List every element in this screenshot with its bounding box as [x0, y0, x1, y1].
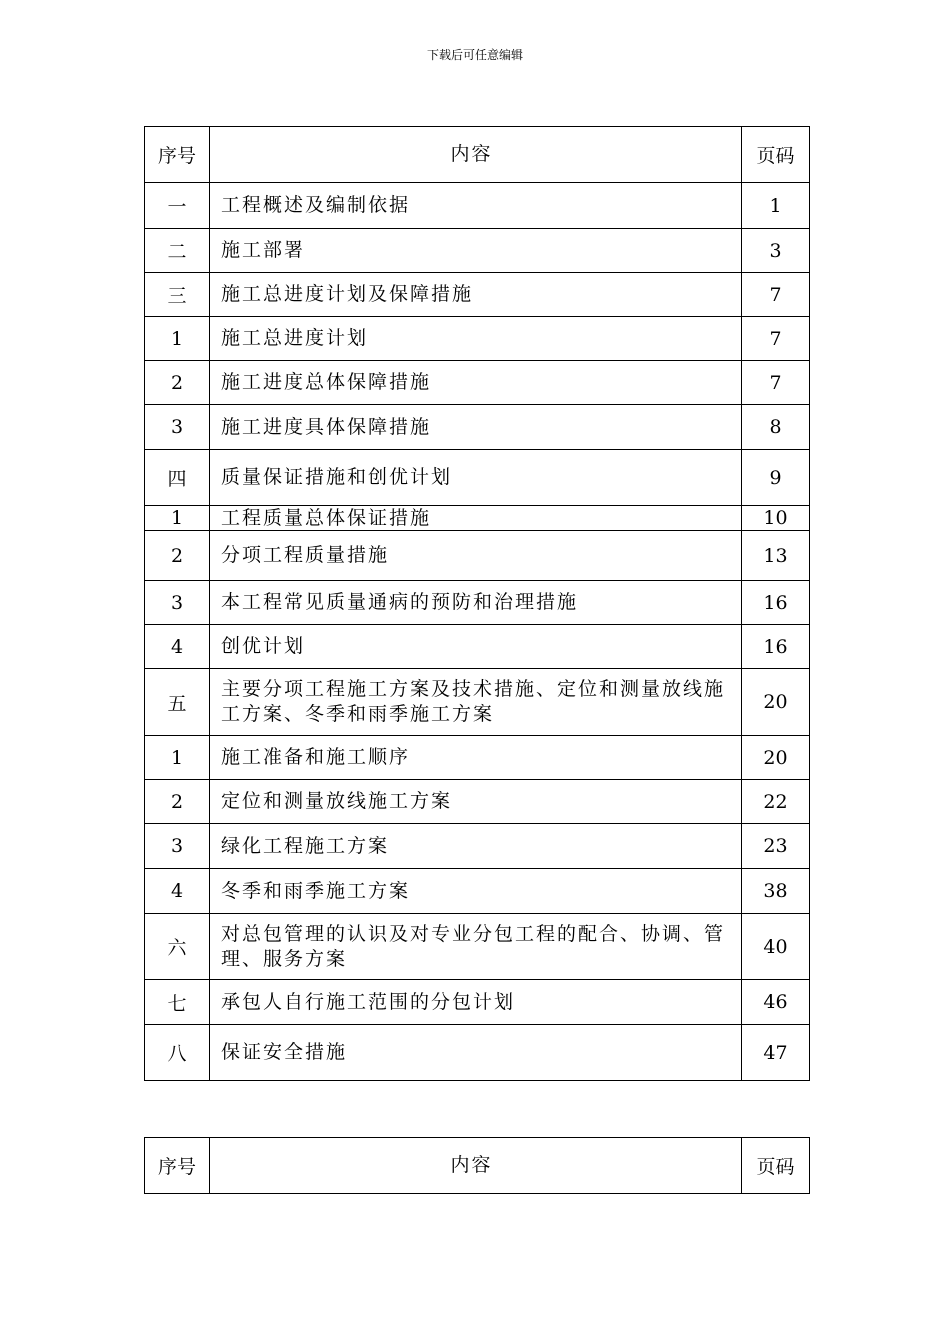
toc-row-number: 六: [145, 914, 210, 980]
toc-row-number: 七: [145, 980, 210, 1025]
toc-row-page: 1: [742, 183, 810, 229]
toc-row-page: 22: [742, 780, 810, 824]
header-content: 内容: [210, 127, 742, 183]
toc-row-number: 一: [145, 183, 210, 229]
toc-row-number: 4: [145, 625, 210, 669]
toc-row-title: 质量保证措施和创优计划: [210, 450, 742, 506]
toc-row-number: 1: [145, 317, 210, 361]
toc-row-number: 2: [145, 361, 210, 405]
toc-table: [144, 126, 810, 1081]
toc-row-number: 四: [145, 450, 210, 506]
toc-row-page: 3: [742, 229, 810, 273]
toc-row-number: 二: [145, 229, 210, 273]
toc-row-page: 20: [742, 736, 810, 780]
toc-row-page: 7: [742, 317, 810, 361]
toc-row: [145, 361, 810, 405]
toc-row: [145, 531, 810, 581]
toc-row: [145, 317, 810, 361]
toc-row: [145, 229, 810, 273]
toc-row: [145, 669, 810, 736]
toc-header-row: [145, 127, 810, 183]
toc-row-page: 16: [742, 625, 810, 669]
toc-row-number: 五: [145, 669, 210, 736]
toc-table-continued: [144, 1137, 810, 1194]
toc-row: [145, 780, 810, 824]
toc-row-page: 23: [742, 824, 810, 869]
toc-row-title: 分项工程质量措施: [210, 531, 742, 581]
toc-row-page: 47: [742, 1025, 810, 1081]
toc-row-title: 承包人自行施工范围的分包计划: [210, 980, 742, 1025]
toc-row-page: 13: [742, 531, 810, 581]
header-page: 页码: [742, 1138, 810, 1194]
toc-row-title: 冬季和雨季施工方案: [210, 869, 742, 914]
toc-row-number: 3: [145, 405, 210, 450]
toc-row-page: 9: [742, 450, 810, 506]
toc-row: [145, 824, 810, 869]
toc-row-title: 工程概述及编制依据: [210, 183, 742, 229]
toc-header-row: [145, 1138, 810, 1194]
toc-row-number: 八: [145, 1025, 210, 1081]
toc-row-page: 20: [742, 669, 810, 736]
toc-row-title: 施工总进度计划及保障措施: [210, 273, 742, 317]
toc-row-number: 4: [145, 869, 210, 914]
toc-row-page: 46: [742, 980, 810, 1025]
toc-row-number: 1: [145, 736, 210, 780]
toc-row-page: 8: [742, 405, 810, 450]
toc-row-title: 对总包管理的认识及对专业分包工程的配合、协调、管理、服务方案: [210, 914, 742, 980]
header-note: 下载后可任意编辑: [426, 48, 523, 62]
toc-row: [145, 914, 810, 980]
toc-row: [145, 1025, 810, 1081]
toc-row: [145, 450, 810, 506]
toc-row: [145, 581, 810, 625]
toc-row-number: 1: [145, 506, 210, 531]
toc-row-page: 7: [742, 273, 810, 317]
toc-row-title: 施工进度具体保障措施: [210, 405, 742, 450]
toc-row-page: 16: [742, 581, 810, 625]
toc-row-number: 2: [145, 780, 210, 824]
toc-row-number: 2: [145, 531, 210, 581]
toc-row-title: 定位和测量放线施工方案: [210, 780, 742, 824]
toc-row: [145, 980, 810, 1025]
toc-row: [145, 736, 810, 780]
toc-row-title: 绿化工程施工方案: [210, 824, 742, 869]
header-number: 序号: [145, 127, 210, 183]
toc-row: [145, 273, 810, 317]
header-content: 内容: [210, 1138, 742, 1194]
toc-row-title: 工程质量总体保证措施: [210, 506, 742, 531]
toc-row-title: 主要分项工程施工方案及技术措施、定位和测量放线施工方案、冬季和雨季施工方案: [210, 669, 742, 736]
toc-row-number: 3: [145, 824, 210, 869]
header-number: 序号: [145, 1138, 210, 1194]
toc-row-page: 10: [742, 506, 810, 531]
toc-row-title: 创优计划: [210, 625, 742, 669]
toc-row-page: 38: [742, 869, 810, 914]
toc-row-title: 施工进度总体保障措施: [210, 361, 742, 405]
toc-row-page: 40: [742, 914, 810, 980]
toc-row: [145, 183, 810, 229]
toc-row-title: 本工程常见质量通病的预防和治理措施: [210, 581, 742, 625]
toc-row: [145, 506, 810, 531]
toc-row: [145, 625, 810, 669]
toc-row-number: 三: [145, 273, 210, 317]
toc-row-title: 施工准备和施工顺序: [210, 736, 742, 780]
header-page: 页码: [742, 127, 810, 183]
toc-row-number: 3: [145, 581, 210, 625]
toc-row: [145, 405, 810, 450]
toc-row-title: 施工部署: [210, 229, 742, 273]
toc-row-page: 7: [742, 361, 810, 405]
toc-row-title: 施工总进度计划: [210, 317, 742, 361]
toc-row: [145, 869, 810, 914]
toc-row-title: 保证安全措施: [210, 1025, 742, 1081]
